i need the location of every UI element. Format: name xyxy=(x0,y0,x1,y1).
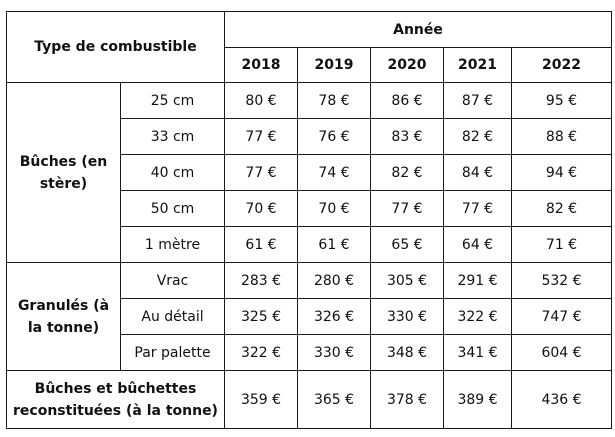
price-cell: 78 € xyxy=(298,83,371,119)
category-label-line1: Bûches et bûchettes xyxy=(34,380,197,397)
subtype-cell: 25 cm xyxy=(121,83,225,119)
subtype-cell: Au détail xyxy=(121,299,225,335)
category-label-line2: reconstituées (à la tonne) xyxy=(13,402,218,419)
subtype-cell: 40 cm xyxy=(121,155,225,191)
year-2022: 2022 xyxy=(512,48,612,83)
price-cell: 283 € xyxy=(225,263,298,299)
price-cell: 322 € xyxy=(225,335,298,371)
price-cell: 94 € xyxy=(512,155,612,191)
price-cell: 389 € xyxy=(444,371,512,429)
subtype-cell: Par palette xyxy=(121,335,225,371)
price-cell: 70 € xyxy=(225,191,298,227)
category-reconstituees xyxy=(7,371,225,429)
price-cell: 71 € xyxy=(512,227,612,263)
price-cell: 87 € xyxy=(444,83,512,119)
price-cell: 322 € xyxy=(444,299,512,335)
price-cell: 70 € xyxy=(298,191,371,227)
price-cell: 83 € xyxy=(371,119,444,155)
category-label-line1: Bûches (en xyxy=(19,153,108,170)
price-cell: 325 € xyxy=(225,299,298,335)
price-cell: 359 € xyxy=(225,371,298,429)
year-2019: 2019 xyxy=(298,48,371,83)
price-cell: 77 € xyxy=(444,191,512,227)
price-cell: 341 € xyxy=(444,335,512,371)
price-cell: 82 € xyxy=(444,119,512,155)
year-2020: 2020 xyxy=(371,48,444,83)
category-label-line1: Granulés (à xyxy=(17,297,110,314)
category-granules xyxy=(7,263,121,371)
price-cell: 604 € xyxy=(512,335,612,371)
price-cell: 86 € xyxy=(371,83,444,119)
price-cell: 305 € xyxy=(371,263,444,299)
price-cell: 348 € xyxy=(371,335,444,371)
price-cell: 747 € xyxy=(512,299,612,335)
price-cell: 378 € xyxy=(371,371,444,429)
fuel-price-table xyxy=(6,11,612,429)
price-cell: 532 € xyxy=(512,263,612,299)
price-cell: 436 € xyxy=(512,371,612,429)
price-cell: 84 € xyxy=(444,155,512,191)
price-cell: 64 € xyxy=(444,227,512,263)
table-row xyxy=(7,263,612,299)
price-cell: 77 € xyxy=(225,119,298,155)
subtype-cell: Vrac xyxy=(121,263,225,299)
year-2018: 2018 xyxy=(225,48,298,83)
year-2021: 2021 xyxy=(444,48,512,83)
category-label-line2: la tonne) xyxy=(27,319,100,336)
price-cell: 291 € xyxy=(444,263,512,299)
price-cell: 74 € xyxy=(298,155,371,191)
price-cell: 82 € xyxy=(371,155,444,191)
type-header: Type de combustible xyxy=(7,12,225,83)
price-cell: 77 € xyxy=(225,155,298,191)
price-cell: 88 € xyxy=(512,119,612,155)
category-label-line2: stère) xyxy=(39,175,88,192)
year-header: Année xyxy=(225,12,612,48)
subtype-cell: 1 mètre xyxy=(121,227,225,263)
table-row xyxy=(7,371,612,429)
subtype-cell: 50 cm xyxy=(121,191,225,227)
price-cell: 280 € xyxy=(298,263,371,299)
category-buches xyxy=(7,83,121,263)
price-cell: 330 € xyxy=(298,335,371,371)
table-row xyxy=(7,83,612,119)
price-cell: 330 € xyxy=(371,299,444,335)
price-cell: 365 € xyxy=(298,371,371,429)
price-cell: 61 € xyxy=(225,227,298,263)
price-cell: 80 € xyxy=(225,83,298,119)
price-cell: 61 € xyxy=(298,227,371,263)
subtype-cell: 33 cm xyxy=(121,119,225,155)
price-cell: 65 € xyxy=(371,227,444,263)
price-cell: 326 € xyxy=(298,299,371,335)
price-cell: 77 € xyxy=(371,191,444,227)
price-cell: 95 € xyxy=(512,83,612,119)
price-cell: 82 € xyxy=(512,191,612,227)
price-cell: 76 € xyxy=(298,119,371,155)
